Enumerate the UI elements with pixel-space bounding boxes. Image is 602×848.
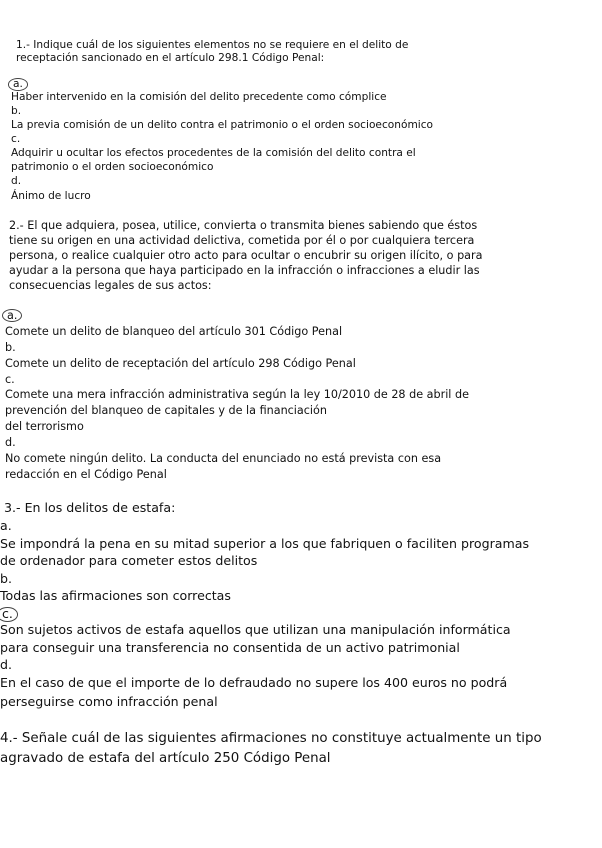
question-3-option-a-letter[interactable]: a. <box>0 518 12 533</box>
question-1-option-b-text[interactable]: La previa comisión de un delito contra el patrimonio o el orden socioeconómico <box>11 119 434 131</box>
question-1-option-d-text[interactable]: Ánimo de lucro <box>11 190 91 202</box>
question-2-option-d-text[interactable]: No comete ningún delito. La conducta del enunciado no está prevista con esa <box>5 452 442 465</box>
question-1-title-line: receptación sancionado en el artículo 298.1 Código Penal: <box>16 52 325 64</box>
question-2-option-b-letter[interactable]: b. <box>5 341 16 354</box>
question-2-title-line: ayudar a la persona que haya participado en la infracción o infracciones a eludir las <box>9 264 480 277</box>
question-3-option-c-letter[interactable]: c. <box>0 607 18 622</box>
question-3-option-a-text[interactable]: de ordenador para cometer estos delitos <box>0 553 258 568</box>
question-1-title-line: 1.- Indique cuál de los siguientes elementos no se requiere en el delito de <box>16 39 409 51</box>
question-1-option-c-text[interactable]: patrimonio o el orden socioeconómico <box>11 161 214 173</box>
question-1-option-a-letter[interactable]: a. <box>11 78 28 91</box>
question-1-option-c-letter[interactable]: c. <box>11 133 21 145</box>
question-3-option-a-text[interactable]: Se impondrá la pena en su mitad superior a los que fabriquen o faciliten programas <box>0 536 530 551</box>
question-1-option-c-text[interactable]: Adquirir u ocultar los efectos procedentes de la comisión del delito contra el <box>11 147 416 159</box>
question-2-title-line: 2.- El que adquiera, posea, utilice, convierta o transmita bienes sabiendo que éstos <box>9 219 478 232</box>
question-2-title-line: tiene su origen en una actividad delictiva, cometida por él o por cualquiera tercera <box>9 234 475 247</box>
question-2-title-line: consecuencias legales de sus actos: <box>9 279 212 292</box>
question-2-option-c-text[interactable]: del terrorismo <box>5 420 84 433</box>
question-3-option-c-text[interactable]: para conseguir una transferencia no consentida de un activo patrimonial <box>0 640 460 655</box>
question-4-title-line: 4.- Señale cuál de las siguientes afirmaciones no constituye actualmente un tipo <box>0 731 542 746</box>
question-2-option-c-text[interactable]: prevención del blanqueo de capitales y de la financiación <box>5 404 327 417</box>
question-2-option-a-letter[interactable]: a. <box>5 309 22 322</box>
question-2-title-line: persona, o realice cualquier otro acto para ocultar o encubrir su origen ilícito, o para <box>9 249 483 262</box>
question-3-option-d-letter[interactable]: d. <box>0 657 12 672</box>
question-2-option-c-letter[interactable]: c. <box>5 373 15 386</box>
question-2-option-a-text[interactable]: Comete un delito de blanqueo del artículo 301 Código Penal <box>5 325 343 338</box>
question-3-title-line: 3.- En los delitos de estafa: <box>4 500 176 515</box>
question-1-option-b-letter[interactable]: b. <box>11 105 22 117</box>
question-2-option-d-letter[interactable]: d. <box>5 436 16 449</box>
question-1-option-d-letter[interactable]: d. <box>11 175 22 187</box>
question-3-option-b-text[interactable]: Todas las afirmaciones son correctas <box>0 588 231 603</box>
question-2-option-d-text[interactable]: redacción en el Código Penal <box>5 468 167 481</box>
question-1-option-a-text[interactable]: Haber intervenido en la comisión del delito precedente como cómplice <box>11 91 387 103</box>
question-3-option-b-letter[interactable]: b. <box>0 571 12 586</box>
question-2-option-b-text[interactable]: Comete un delito de receptación del artículo 298 Código Penal <box>5 357 356 370</box>
question-4-title-line: agravado de estafa del artículo 250 Código Penal <box>0 751 331 766</box>
question-3-option-d-text[interactable]: perseguirse como infracción penal <box>0 694 218 709</box>
question-3-option-c-text[interactable]: Son sujetos activos de estafa aquellos que utilizan una manipulación informática <box>0 622 511 637</box>
question-3-option-d-text[interactable]: En el caso de que el importe de lo defraudado no supere los 400 euros no podrá <box>0 675 508 690</box>
question-2-option-c-text[interactable]: Comete una mera infracción administrativa según la ley 10/2010 de 28 de abril de <box>5 388 469 401</box>
